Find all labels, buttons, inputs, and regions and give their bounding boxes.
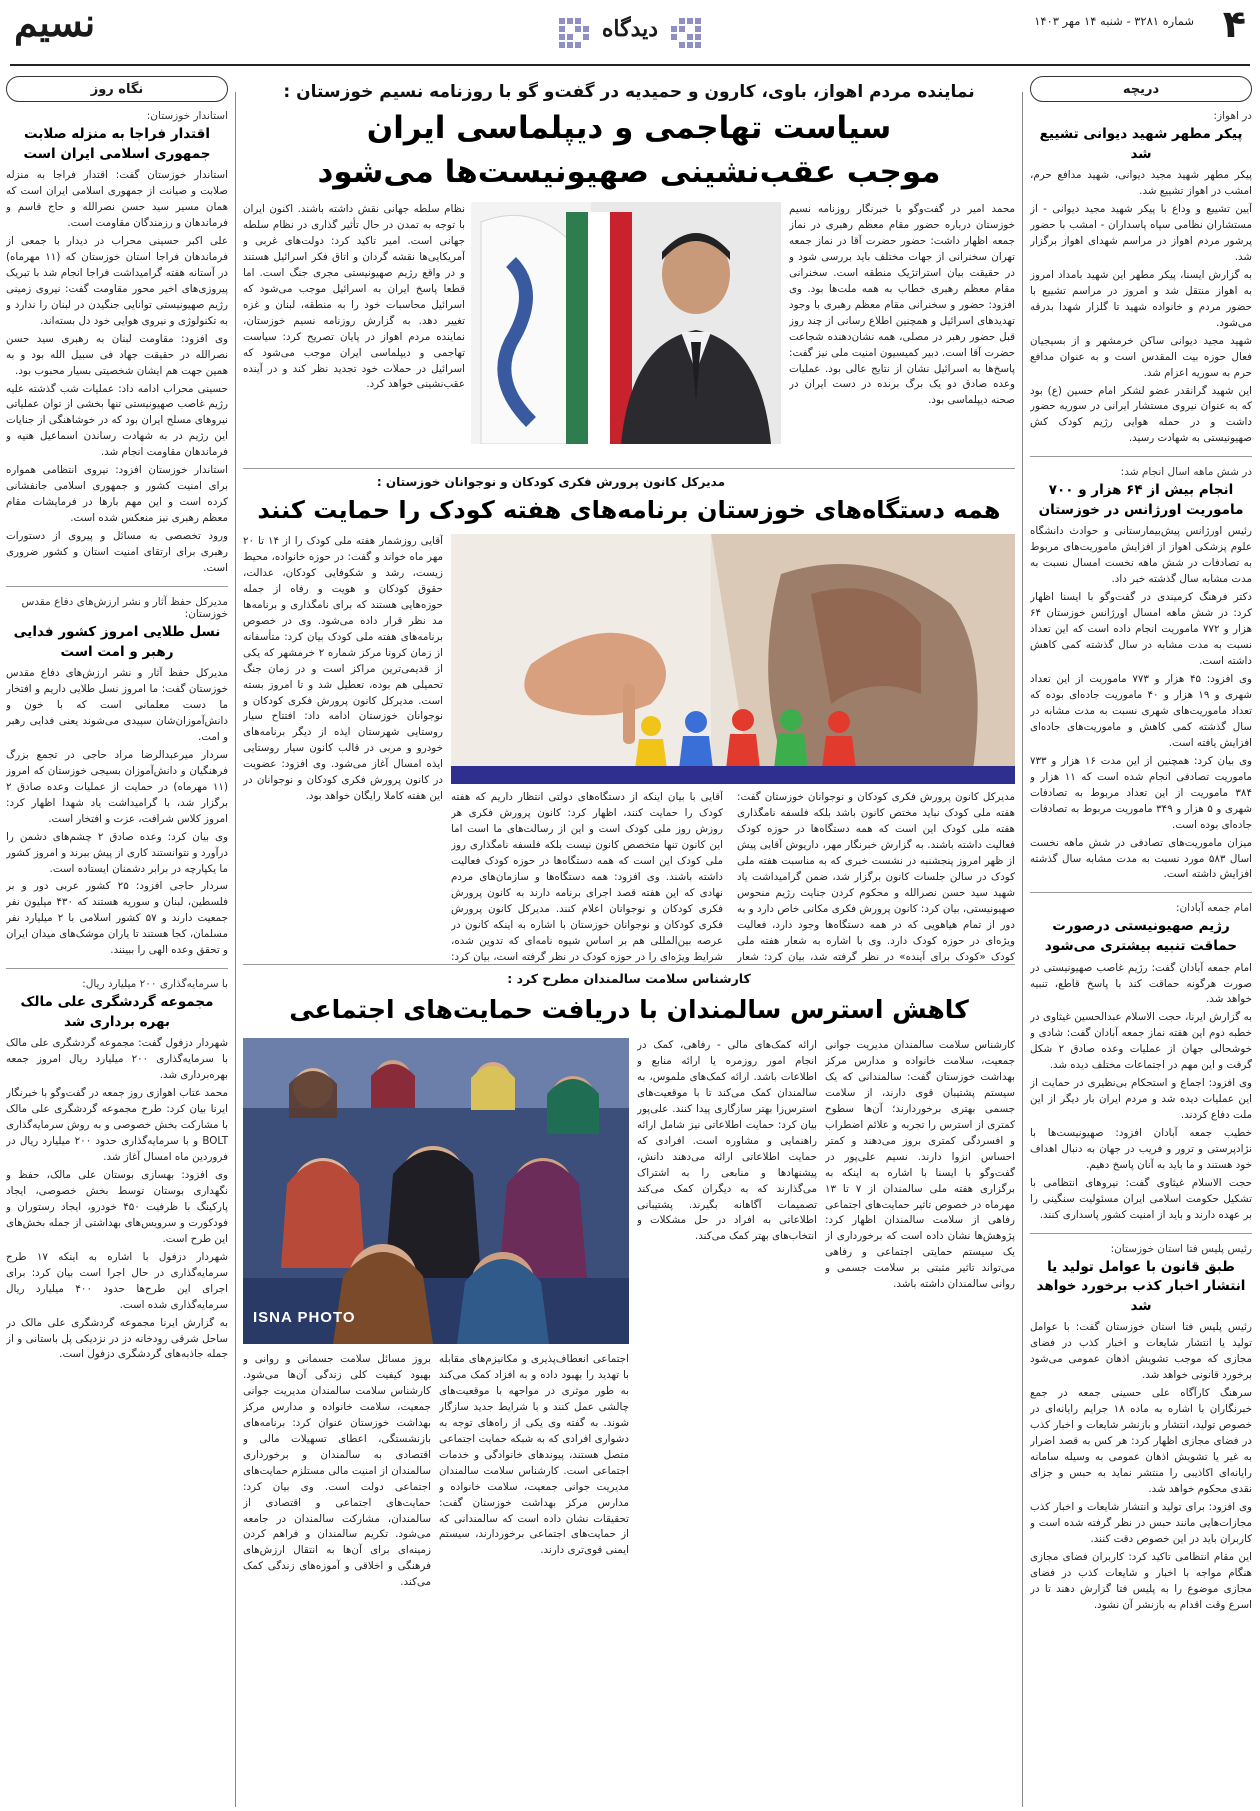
- paragraph: آیین تشییع و وداع با پیکر شهید مجید دیوانی - از مستشاران نظامی سپاه پاسداران - امشب با حضور پرشور مردم اهواز در مراسم شهدای اهواز برگزار شد.: [1030, 203, 1252, 263]
- page-number: ۴: [1222, 2, 1246, 46]
- left-column-box-title: نگاه روز: [6, 76, 228, 102]
- elderly-story-col4: بروز مسائل سلامت جسمانی و روانی و بهبود کیفیت کلی زندگی آن‌ها می‌شود. کارشناس سلامت سالمندان مدیریت جوانی جمعیت، سلامت خانواده و مدارس مرکز بهداشت خوزستان عنوان کرد: برنامه‌های بازنشستگی، اعطای تسهیلات مالی و اقتصادی به سالمندان و برخورداری سالمندان از امنیت مالی مستلزم حمایت‌های اجتماعی دولت است. وی بیان کرد: حمایت‌های اجتماعی و اقتصادی از سالمندان، مشارکت سالمندان در جامعه می‌شود. تکریم سالمندان و فراهم کردن زمینه‌ای برای آن‌ها به انتقال ارزش‌های فرهنگی و اخلاقی و آموزه‌های زندگی کمک می‌کند.: [243, 1353, 431, 1589]
- paragraph: امام جمعه آبادان گفت: رژیم غاصب صهیونیستی در صورت هرگونه حماقت کند با پاسخ قاطع، تنبیه خواهد شد.: [1030, 961, 1252, 1006]
- right-item-2: [1030, 466, 1252, 883]
- paragraph: استاندار خوزستان گفت: اقتدار فراجا به منزله صلابت و صیانت از جمهوری اسلامی ایران است که همان مسیر سید حسن نصرالله و حاج قاسم و فرماندهان و رزمندگان مقاومت است.: [6, 169, 228, 229]
- paragraph: وی بیان کرد: وعده صادق ۲ چشم‌های دشمن را درآورد و نتوانستند کاری از پیش ببرند و امروز کشور ما یکپارچه در برابر دشمنان ایستاده است.: [6, 830, 228, 875]
- ornament-right-icon: [669, 14, 705, 54]
- kids-story: [243, 472, 1015, 964]
- left-item-2: [6, 596, 228, 959]
- main-story-kicker: نماینده مردم اهواز، باوی، کارون و حمیدیه در گفت‌و گو با روزنامه نسیم خوزستان :: [283, 82, 975, 102]
- children-toys-photo: [451, 534, 1015, 784]
- right-column: [1030, 76, 1252, 1806]
- left-item-1: [6, 110, 228, 577]
- main-story-photo: [471, 202, 781, 444]
- paragraph: وی افزود: برای تولید و انتشار شایعات و اخبار کذب مجازات‌هایی مانند حبس در نظر گرفته شده است و کاربران باید در این خصوص دقت کنند.: [1030, 1500, 1252, 1545]
- kids-story-col-left: آقایی روزشمار هفته ملی کودک را از ۱۴ تا ۲۰ مهر ماه خواند و گفت: در حوزه خانواده، محیط زیست، رشد و شکوفایی کودکان، عدالت، حقوق کودکان و هویت و رفاه از جمله حوزه‌هایی هستند که برای نامگذاری و برنامه‌ها مد نظر قرار داده می‌شود. وی در خصوص برنامه‌های هفته ملی کودک بیان کرد: متأسفانه از زمان کرونا مرکز شماره ۲ خرمشهر که یکی از قدیمی‌ترین مراکز است و در زمان جنگ تحمیلی هم بوده، تعطیل شد و تا امروز بسته است. مدیرکل کانون پرورش فکری کودکان و نوجوانان خوزستان ادامه داد: افتتاح سیار روستایی شهرستان ایذه از دیگر برنامه‌های خودرو و مربی در قالب کانون سیار روستایی ایذه امسال آغاز می‌شود. وی افزود: عضویت در کانون پرورش فکری کودکان و نوجوانان در این هفته کاملا رایگان خواهد بود.: [243, 535, 443, 803]
- right-item-2-kicker: در شش ماهه اسال انجام شد:: [1120, 466, 1252, 479]
- main-story-headline-line2: موجب عقب‌نشینی صهیونیست‌ها می‌شود: [317, 154, 941, 190]
- paragraph: حسینی محراب ادامه داد: عملیات شب گذشته علیه رژیم غاصب صهیونیستی تنها بخشی از توان عملیاتی نیروهای مسلح ایران بود که در خوشاهنگی از جنایات این رژیم در به شهادت رساندن اسماعیل هنیه و فرماندهان مقاومت انجام شد.: [6, 382, 228, 459]
- paragraph: شهردار دزفول با اشاره به اینکه ۱۷ طرح سرمایه‌گذاری در حال اجرا است بیان کرد: برای اجرای این طرح‌ها حدود ۴۰۰ میلیارد ریال سرمایه‌گذاری شده است.: [6, 1250, 228, 1311]
- kids-story-photo: [451, 534, 1015, 784]
- main-story-col-left: نظام سلطه جهانی نقش داشته باشند. اکنون ایران با توجه به تمدن در حال تأثیر گذاری در نظام سلطه جهانی است. امیر تاکید کرد: دولت‌های غربی و آمریکایی‌ها نقشه گردان و اتاق فکر اسرائیل هستند و در واقع رژیم صهیونیستی مجری جنگ است. اما قطعا پاسخ ایران به اسرائیل موجب می‌شود که اسرائیل محاسبات خود را به منطقه، لبنان و غزه تغییر دهد. به گزارش روزنامه نسیم خوزستان، نماینده مردم اهواز در پایان تصریح کرد: سیاست تهاجمی و دیپلماسی ایران موجب می‌شود که اسرائیل در حملات خود تجدید نظر کند و در آینده عقب‌نشینی خواهد کرد.: [243, 203, 465, 391]
- left-item-1-headline: اقتدار فراجا به منزله صلابت جمهوری اسلامی ایران است: [23, 126, 211, 162]
- photo-credit: ISNA PHOTO: [253, 1309, 356, 1326]
- elderly-story: [243, 968, 1015, 1806]
- paragraph: دکتر فرهنگ کرمیندی در گفت‌وگو با ایسنا اظهار کرد: در شش ماهه امسال اورژانس خوزستان ۶۴ هزار و ۷۷۲ ماموریت انجام داده است که این تعداد نسبت به مدت مشابه در سال گذشته کمی کاهش داشته است.: [1030, 591, 1252, 668]
- paragraph: رئیس اورژانس پیش‌بیمارستانی و حوادث دانشگاه علوم پزشکی اهواز از افزایش ماموریت‌های مربوط به تصادفات در شش ماهه نخست امسال نسبت به مدت مشابه سال گذشته خبر داد.: [1030, 525, 1252, 586]
- paragraph: وی افزود: مقاومت لبنان به رهبری سید حسن نصرالله در حقیقت جهاد فی سبیل الله بود و به همین جهت هم ایشان شخصیتی بسیار محبوب بود.: [6, 332, 228, 377]
- elderly-story-photo: [243, 1038, 629, 1344]
- story-divider: [243, 964, 1015, 965]
- paragraph: به گزارش ایسنا، پیکر مطهر این شهید بامداد امروز به اهواز منتقل شد و امروز در مراسم تشییع با حضور مردم و خانواده شهید تا گلزار شهدا بدرقه می‌شود.: [1030, 268, 1252, 329]
- elderly-story-headline: کاهش استرس سالمندان با دریافت حمایت‌های اجتماعی: [289, 995, 969, 1024]
- left-item-2-kicker: مدیرکل حفظ آثار و نشر ارزش‌های دفاع مقدس خوزستان:: [21, 595, 228, 620]
- divider: [1030, 1233, 1252, 1234]
- column-rule-left: [235, 92, 236, 1807]
- left-item-3-headline: مجموعه گردشگری علی مالک بهره برداری شد: [20, 994, 214, 1030]
- right-item-2-headline: انجام بیش از ۶۴ هزار و ۷۰۰ ماموریت اورژانس در خوزستان: [1038, 482, 1244, 518]
- divider: [6, 586, 228, 587]
- right-item-1: [1030, 110, 1252, 447]
- right-item-3: [1030, 902, 1252, 1223]
- elderly-story-col3: اجتماعی انعطاف‌پذیری و مکانیزم‌های مقابله با تهدید را بهبود داده و به افزاد کمک می‌کند به طور موثری در مواجهه با موقعیت‌های چالشی عمل کنند و با شرایط جدید سازگار شوند. به گفته وی یکی از راه‌های توجه به دشواری افرادی که به شبکه حمایت اجتماعی متصل هستند، پیوندهای خانوادگی و خدمات اجتماعی است. کارشناس سلامت سالمندان مدیریت جوانی جمعیت، سلامت خانواده و مدارس مرکز بهداشت خوزستان گفت: تحقیقات نشان داده است که سالمندانی که از حمایت‌های اجتماعی برخوردارند، سیستم ایمنی قوی‌تری دارند.: [439, 1353, 629, 1557]
- paragraph: وی افزود: بهسازی بوستان علی مالک، حفظ و نگهداری بوستان توسط بخش خصوصی، ایجاد پارکینگ با ظرفیت ۴۵۰ خودرو، ایجاد رستوران و فودکورت و سرویس‌های بهداشتی از جمله بخش‌های این طرح است.: [6, 1168, 228, 1245]
- main-story-headline-line1: سیاست تهاجمی و دیپلماسی ایران: [366, 110, 892, 146]
- left-item-3-kicker: با سرمایه‌گذاری ۲۰۰ میلیارد ریال:: [82, 978, 228, 991]
- paragraph: سردار حاجی افزود: ۲۵ کشور عربی دور و بر فلسطین، لبنان و سوریه هستند که ۴۳۰ میلیون نفر جمعیت دارند و ۵۷ کشور اسلامی با ۲ میلیارد نفر مسلمان، کجا هستند تا یاران موشک‌های میدان ایران و تحقق وعده الهی را ببینند.: [6, 880, 228, 957]
- section-title: دیدگاه: [601, 16, 659, 42]
- main-story: [243, 78, 1015, 470]
- elderly-story-col1: کارشناس سلامت سالمندان مدیریت جوانی جمعیت، سلامت خانواده و مدارس مرکز بهداشت خوزستان گفت: سالمندانی که یک سیستم پشتیبان قوی دارند، از سلامت جسمی بهتری برخوردارند؛ آن‌ها سطوح کمتری از استرس را تجربه و علائم اضطراب و افسردگی کمتری بروز می‌دهند و کمتر احساس انزوا دارند. نسیم علی‌پور در گفت‌وگو با ایسنا با اشاره به اینکه به برگزاری هفته ملی سالمندان از ۷ تا ۱۳ مهرماه در خصوص تاثیر حمایت‌های اجتماعی رفاهی از سلامت سالمندان اظهار کرد: پژوهش‌ها نشان داده است که برخورداری از یک سیستم حمایتی اجتماعی و رفاهی می‌تواند تاثیر مثبتی بر سلامت جسمی و روانی سالمندان داشته باشد.: [825, 1039, 1015, 1291]
- paragraph: مدیرکل حفظ آثار و نشر ارزش‌های دفاع مقدس خوزستان گفت: ما امروز نسل طلایی داریم و افتخار ما دست معلمانی است که با خون و دانش‌آموزان‌شان سپیدی می‌شوند یعنی فدایی رهبر و امت.: [6, 667, 228, 743]
- paragraph: میزان ماموریت‌های تصادفی در شش ماهه نخست اسال ۵۸۳ مورد نسبت به مدت مشابه سال گذشته افزایش داشته است.: [1030, 836, 1252, 881]
- divider: [1030, 892, 1252, 893]
- right-item-3-headline: رژیم صهیونیستی درصورت حماقت تنبیه بیشتری می‌شود: [1044, 918, 1238, 954]
- paragraph: رئیس پلیس فتا استان خوزستان گفت: با عوامل تولید یا انتشار شایعات و اخبار کذب در فضای مجازی که موجب تشویش اذهان عمومی می‌شود برخورد قانونی خواهد شد.: [1030, 1321, 1252, 1382]
- paragraph: ورود تخصصی به مسائل و پیروی از دستورات رهبری برای ارتقای امنیت استان و کشور ضروری است.: [6, 530, 228, 574]
- elderly-story-kicker: کارشناس سلامت سالمندان مطرح کرد :: [507, 971, 751, 986]
- paragraph: پیکر مطهر شهید مجید دیوانی، شهید مدافع حرم، امشب در اهواز تشییع شد.: [1030, 169, 1252, 198]
- paragraph: وی افزود: ۴۵ هزار و ۷۷۳ ماموریت از این تعداد شهری و ۱۹ هزار و ۴۰ ماموریت جاده‌ای بوده که تعداد ماموریت‌های شهری نسبت به مدت مشابه در سال گذشته کمی کاهش و ماموریت‌های جاده‌ای افزایش یافته است.: [1030, 673, 1252, 749]
- paragraph: شهید مجید دیوانی ساکن خرمشهر و از بسیجیان فعال حوزه بیت المقدس است و به عنوان مدافع حرم به سوریه اعزام شد.: [1030, 334, 1252, 379]
- paragraph: وی افزود: اجماع و استحکام بی‌نظیری در حمایت از این عملیات دیده شد و مردم ایران بار دیگر از این ملت دفاع کردند.: [1030, 1077, 1252, 1122]
- left-column: [6, 76, 228, 1806]
- kids-story-kicker: مدیرکل کانون پرورش فکری کودکان و نوجوانان خوزستان :: [376, 475, 725, 489]
- paragraph: علی اکبر حسینی محراب در دیدار با جمعی از فرماندهان فراجا استان خوزستان که (۱۱ مهرماه) در آستانه هفته گرامیداشت فراجا انجام شد با تبریک پیروزی‌های اخیر محور مقاومت گفت: نیروی زمینی رژیم صهیونیستی توانایی جنگیدن در لبنان را ندارد و به تکنولوژی و نیروی هوایی خود دل بسته‌اند.: [6, 234, 228, 327]
- elderly-story-col2: ارائه کمک‌های مالی - رفاهی، کمک در انجام امور روزمره یا ارائه منابع و اطلاعات باشد. ارائه کمک‌های ملموس، به سالمندان کمک می‌کند تا با موقعیت‌های استرس‌زا بهتر سازگاری پیدا کنند. علی‌پور بیان کرد: حمایت اطلاعاتی نیز شامل ارائه راهنمایی و مشاوره است. افرادی که حمایت اطلاعاتی ارائه می‌دهند دانش، پیشنهادها و منابعی را به اشتراک می‌گذارند که به دیگران کمک می‌کند تصمیمات آگاهانه بگیرند. پشتیبانی اطلاعاتی به افراد در حل مشکلات و انتخاب‌های بهتر کمک می‌کند.: [637, 1039, 817, 1243]
- paragraph: خطیب جمعه آبادان افزود: صهیونیست‌ها با نژادپرستی و ترور و فریب در جهان به دنبال اهداف خود هستند و ما باید به آنان پاسخ دهیم.: [1030, 1127, 1252, 1171]
- paragraph: وی بیان کرد: همچنین از این مدت ۱۶ هزار و ۷۳۳ ماموریت تصادفی انجام شده است که ۱۱ هزار و ۳۸۴ ماموریت از این تعداد مربوط به تصادفات شهری و ۵ هزار و ۳۴۹ ماموریت مربوط به تصادفات جاده‌ای بوده است.: [1030, 754, 1252, 831]
- paragraph: استاندار خوزستان افزود: نیروی انتظامی همواره برای امنیت کشور و جمهوری اسلامی جانفشانی کرده است و این مهم بارها در فرمایشات مقام معظم رهبری نیز منعکس شده است.: [6, 464, 228, 525]
- column-rule-right: [1022, 92, 1023, 1807]
- paragraph: این مقام انتظامی تاکید کرد: کاربران فضای مجازی هنگام مواجه با اخبار و شایعات کذب در فضای مجازی موضوع را به پلیس فتا گزارش دهند تا در اسرع وقت اقدام به بازنشر آن نشود.: [1030, 1550, 1252, 1611]
- issue-line: شماره ۳۲۸۱ - شنبه ۱۴ مهر ۱۴۰۳: [1034, 14, 1194, 28]
- story-divider: [243, 468, 1015, 469]
- paragraph: سرهنگ کارآگاه علی حسینی جمعه در جمع خبرنگاران با اشاره به ماده ۱۸ جرایم رایانه‌ای در خصوص تولید، انتشار و بازنشر شایعات و اخبار کذب در فضای مجازی اظهار کرد: هر کس به قصد اضرار به غیر یا تشویش اذهان عمومی به وسیله سامانه رایانه‌ای اکاذیبی را منتشر نماید به حبس و جزای نقدی محکوم خواهد شد.: [1030, 1387, 1252, 1496]
- kids-story-col-mid: آقایی با بیان اینکه از دستگاه‌های دولتی انتظار داریم که هفته کودک را حمایت کنند، اظهار کرد: کانون پرورش فکری هر روزش روز ملی کودک است و این از رسالت‌های ما است اما این کانون تنها متخصص کانون نیست بلکه فلسفه نامگذاری روز ملی کودک این است که همه دستگاه‌ها در حوزه کودک فعالیت داشته باشند. وی افزود: همه دستگاه‌ها و سازمان‌های مردم نهادی که این هفته قصد اجرای برنامه دارند به کانون پرورش فکری کودکان و نوجوانان اعلام کنند. مدیرکل کانون پرورش فکری کودکان و نوجوانان خوزستان با اشاره به اینکه کانون در عرصه بین‌المللی هم بر اساس شیوه نامه‌ای که تدوین شده، شرایط ویژه‌ای را در حوزه کودک در نظر گرفته است، بیان کرد:: [451, 791, 723, 963]
- kids-story-col-right: مدیرکل کانون پرورش فکری کودکان و نوجوانان خوزستان گفت: هفته ملی کودک نباید مختص کانون باشد بلکه فلسفه نامگذاری هفته ملی کودک این است که همه دستگاه‌ها در حوزه کودک فعالیت داشته باشند. به گزارش خبرنگار مهر، داریوش آقایی پیش از ظهر امروز پنجشنبه در نشست خبری که به مناسبت هفته ملی کودک در سالن جلسات کانون برگزار شد، ضمن گرامیداشت یاد شهید سید حسن نصرالله و محکوم کردن جنایت رژیم منحوس صهیونیستی، بیان کرد: کانون پرورش فکری مکانی خاص دارد و به دور از تمام هیاهویی که در همه دستگاه‌ها وجود دارد، فعالیت ویژه‌ای در حوزه کودک دارد. وی با اشاره به شعار هفته ملی کودک «کودک برای آینده» در نظر گرفته شد، بیان کرد: شعار: [737, 791, 1015, 963]
- left-item-3: [6, 978, 228, 1363]
- right-item-4-headline: طبق قانون با عوامل تولید یا انتشار اخبار کذب برخورد خواهد شد: [1036, 1258, 1246, 1314]
- paragraph: به گزارش ایرنا مجموعه گردشگری علی مالک در ساحل شرقی رودخانه دز در نزدیکی پل باستانی و از جمله جاذبه‌های گردشگری دزفول است.: [6, 1316, 228, 1361]
- ornament-left-icon: [555, 14, 591, 54]
- paragraph: این شهید گرانقدر عضو لشکر امام حسین (ع) بود که به عنوان نیروی مستشار ایرانی در سوریه حضور داشت و در حمله هوایی رژیم کودک کش صهیونیستی به شهادت رسید.: [1030, 384, 1252, 445]
- paragraph: سردار میرعبدالرضا مراد حاجی در تجمع بزرگ فرهنگیان و دانش‌آموزان بسیجی خوزستان که امروز (۱۱ مهرماه) در حمایت از عملیات وعده صادق ۲ برگزار شد، با گرامیداشت یاد شهدا اظهار کرد: امروز کلاس شرافت، عزت و افتخار است.: [6, 748, 228, 825]
- right-item-4-kicker: رئیس پلیس فتا استان خوزستان:: [1110, 1242, 1252, 1255]
- kids-story-headline: همه دستگاه‌های خوزستان برنامه‌های هفته کودک را حمایت کنند: [257, 496, 1001, 524]
- portrait-photo: [471, 202, 781, 444]
- right-item-1-kicker: در اهواز:: [1213, 110, 1252, 122]
- masthead: [0, 0, 1260, 64]
- divider: [6, 968, 228, 969]
- divider: [1030, 456, 1252, 457]
- left-item-1-kicker: استاندار خوزستان:: [146, 110, 228, 122]
- main-story-col-right: محمد امیر در گفت‌وگو با خبرنگار روزنامه نسیم خوزستان درباره حضور مقام معظم رهبری در نماز جمعه اظهار داشت: حضور حضرت آقا در نماز جمعه تهران سخنرانی از جهات مختلف باید بررسی شود و در حقیقت بیان استراتژیک منطقه است. سخنرانی مقام معظم رهبری خطاب به همه ملت‌ها بود. وی افزود: حضور و سخنرانی مقام معظم رهبری با وجود تهدیدهای اسرائیل و همچنین اطلاع رسانی از چند روز قبل حضور رهبر در مصلی، همه نشان‌دهنده شجاعت حضرت آقا است. دبیر کمیسیون امنیت ملی نیز گفت: پاسخ‌ها به اسرائیل نشان از نتایج عالی بود. عملیات وعده صادق دو یک برگ برنده در دست ایران در صحنه دیپلماسی بود.: [789, 203, 1015, 407]
- paragraph: حجت الاسلام غیثاوی گفت: نیروهای انتظامی با تشکیل حکومت اسلامی ایران مسئولیت سنگینی را بر عهده دارند و باید از امنیت کشور پاسداری کنند.: [1030, 1176, 1252, 1221]
- right-item-3-kicker: امام جمعه آبادان:: [1175, 902, 1252, 915]
- paragraph: شهردار دزفول گفت: مجموعه گردشگری علی مالک با سرمایه‌گذاری ۲۰۰ میلیارد ریال امروز جمعه بهره‌برداری شد.: [6, 1037, 228, 1082]
- right-item-1-headline: پیکر مطهر شهید دیوانی تشییع شد: [1039, 126, 1243, 162]
- logo: نسیم: [14, 0, 96, 45]
- right-item-4: [1030, 1243, 1252, 1614]
- masthead-rule: [10, 64, 1250, 66]
- paragraph: محمد عتاب اهوازی روز جمعه در گفت‌وگو با خبرنگار ایرنا بیان کرد: طرح مجموعه گردشگری علی مالک با مشارکت بخش خصوصی و به روش سرمایه‌گذاری BOLT و با سرمایه‌گذاری حدود ۲۰۰ میلیارد ریال در فروردین ماه امسال آغاز شد.: [6, 1087, 228, 1164]
- elderly-women-photo: [243, 1038, 629, 1344]
- section-title-badge: [555, 8, 705, 60]
- left-item-2-headline: نسل طلایی امروز کشور فدایی رهبر و امت است: [13, 623, 221, 660]
- paragraph: به گزارش ایرنا، حجت الاسلام عبدالحسین غیثاوی در خطبه دوم این هفته نماز جمعه آبادان گفت: شادی و خوشحالی جهان از عملیات وعده صادق ۲ شکل گرفت و این مهم در اجتماعات مختلف دیده شد.: [1030, 1011, 1252, 1072]
- right-column-box-title: دریچه: [1030, 76, 1252, 102]
